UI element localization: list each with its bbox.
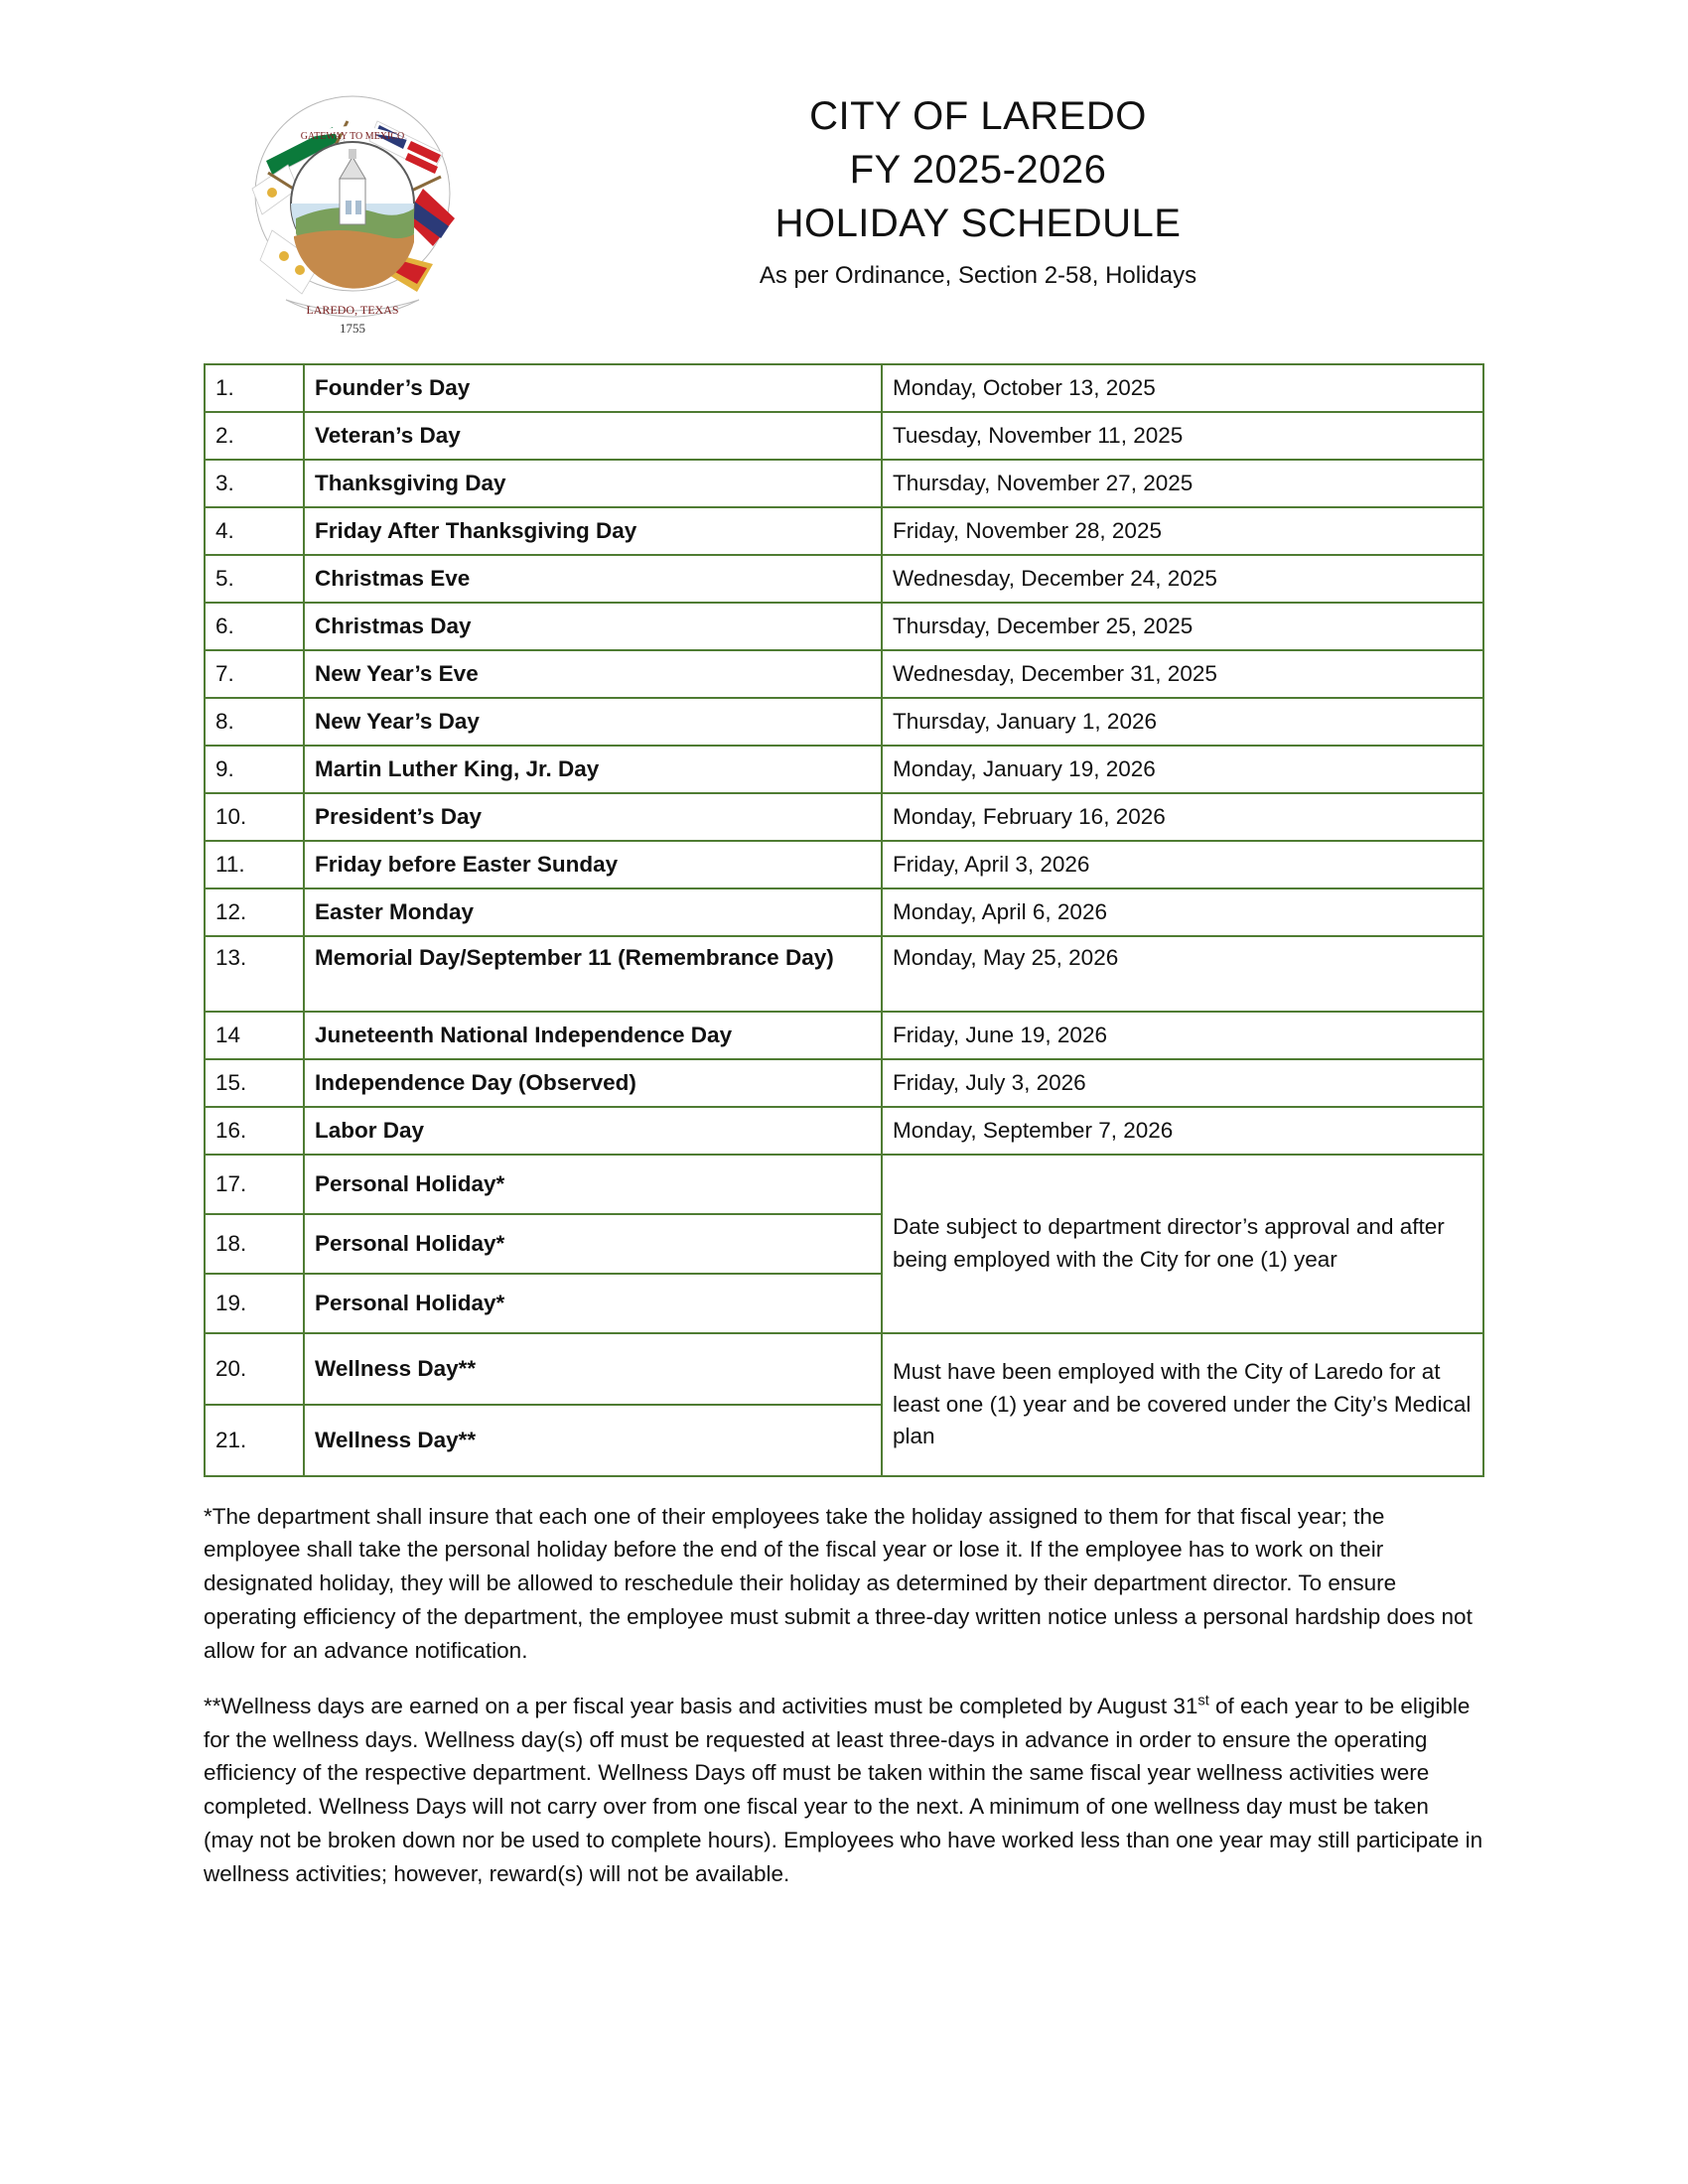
table-row [205,1155,1483,1214]
row-number: 3. [205,460,304,507]
table-row [205,793,1483,841]
row-number: 8. [205,698,304,746]
table-row [205,1012,1483,1059]
row-number: 4. [205,507,304,555]
holiday-date: Thursday, December 25, 2025 [882,603,1483,650]
wellness-day-footnote [204,1690,1484,1891]
holiday-date: Wednesday, December 24, 2025 [882,555,1483,603]
holiday-name: Wellness Day** [304,1405,882,1476]
holiday-name: Personal Holiday* [304,1274,882,1333]
table-row [205,746,1483,793]
row-number: 18. [205,1214,304,1274]
row-number: 1. [205,364,304,412]
holiday-name: New Year’s Day [304,698,882,746]
holiday-name: Christmas Eve [304,555,882,603]
table-row [205,698,1483,746]
personal-holiday-footnote: *The department shall insure that each one of their employees take the holiday assigned to them for that fiscal year; the employee shall take the personal holiday before the end of the fiscal year or lose it. If the employee has to work on their designated holiday, they will be allowed to reschedule their holiday as determined by their department director. To ensure operating efficiency of the department, the employee must submit a three-day written notice unless a personal hardship does not allow for an advance notification. [204,1503,1473,1663]
holiday-date: Friday, November 28, 2025 [882,507,1483,555]
row-number: 15. [205,1059,304,1107]
holiday-name: Wellness Day** [304,1333,882,1405]
holiday-date: Thursday, November 27, 2025 [882,460,1483,507]
city-seal-icon [228,69,477,338]
holiday-date: Monday, September 7, 2026 [882,1107,1483,1155]
row-number: 7. [205,650,304,698]
table-row [205,1333,1483,1405]
personal-holiday-note: Date subject to department director’s approval and after being employed with the City for one (1) year [882,1155,1483,1333]
page-title-line-3: HOLIDAY SCHEDULE [774,202,1182,245]
table-row [205,460,1483,507]
holiday-date: Friday, April 3, 2026 [882,841,1483,888]
row-number: 6. [205,603,304,650]
holiday-schedule-table [204,363,1484,1477]
svg-text:GATEWAY TO MEXICO: GATEWAY TO MEXICO [300,131,405,142]
svg-text:1755: 1755 [340,321,365,336]
wellness-footnote-part1: **Wellness days are earned on a per fiscal year basis and activities must be completed by August 31 [204,1693,1198,1718]
wellness-footnote-superscript: st [1197,1693,1209,1709]
holiday-name: Veteran’s Day [304,412,882,460]
row-number: 11. [205,841,304,888]
holiday-name: Thanksgiving Day [304,460,882,507]
holiday-date: Wednesday, December 31, 2025 [882,650,1483,698]
row-number: 17. [205,1155,304,1214]
row-number: 10. [205,793,304,841]
holiday-name: Founder’s Day [304,364,882,412]
holiday-date: Tuesday, November 11, 2025 [882,412,1483,460]
page-subtitle: As per Ordinance, Section 2-58, Holidays [759,262,1197,289]
holiday-name: Juneteenth National Independence Day [304,1012,882,1059]
table-row [205,841,1483,888]
row-number: 19. [205,1274,304,1333]
holiday-name: Friday before Easter Sunday [304,841,882,888]
holiday-name: President’s Day [304,793,882,841]
table-row [205,936,1483,1012]
holiday-name: Labor Day [304,1107,882,1155]
holiday-name: Personal Holiday* [304,1155,882,1214]
table-row [205,1107,1483,1155]
holiday-date: Thursday, January 1, 2026 [882,698,1483,746]
holiday-name: New Year’s Eve [304,650,882,698]
holiday-date: Monday, May 25, 2026 [882,936,1483,1012]
table-row [205,412,1483,460]
holiday-name: Independence Day (Observed) [304,1059,882,1107]
table-row [205,555,1483,603]
row-number: 2. [205,412,304,460]
document-header [149,60,1539,357]
holiday-name: Personal Holiday* [304,1214,882,1274]
row-number: 16. [205,1107,304,1155]
row-number: 5. [205,555,304,603]
table-row [205,888,1483,936]
table-row [205,603,1483,650]
holiday-date: Friday, June 19, 2026 [882,1012,1483,1059]
row-number: 21. [205,1405,304,1476]
holiday-name: Memorial Day/September 11 (Remembrance Day) [304,936,882,1012]
holiday-name: Friday After Thanksgiving Day [304,507,882,555]
wellness-footnote-part2: of each year to be eligible for the wellness days. Wellness day(s) off must be requested at least three-days in advance in order to ensure the operating efficiency of the respective department. Wellness Days off must be taken within the same fiscal year wellness activities were completed. Wellness Days will not carry over from one fiscal year to the next. A minimum of one wellness day must be taken (may not be broken down nor be used to complete hours). Employees who have worked less than one year may still participate in wellness activities; however, reward(s) will not be available. [204,1693,1483,1886]
holiday-date: Monday, January 19, 2026 [882,746,1483,793]
page-title-line-2: FY 2025-2026 [849,148,1107,192]
footnotes-section [204,1500,1484,1891]
table-row [205,650,1483,698]
holiday-date: Monday, April 6, 2026 [882,888,1483,936]
row-number: 9. [205,746,304,793]
row-number: 12. [205,888,304,936]
table-row [205,507,1483,555]
row-number: 13. [205,936,304,1012]
holiday-date: Monday, February 16, 2026 [882,793,1483,841]
holiday-name: Easter Monday [304,888,882,936]
svg-text:LAREDO, TEXAS: LAREDO, TEXAS [306,303,399,317]
page-title-line-1: CITY OF LAREDO [809,94,1147,138]
holiday-name: Christmas Day [304,603,882,650]
title-block [477,60,1539,290]
holiday-date: Monday, October 13, 2025 [882,364,1483,412]
holiday-name: Martin Luther King, Jr. Day [304,746,882,793]
wellness-day-note: Must have been employed with the City of Laredo for at least one (1) year and be covered under the City’s Medical plan [882,1333,1483,1476]
row-number: 14 [205,1012,304,1059]
row-number: 20. [205,1333,304,1405]
table-row [205,364,1483,412]
table-row [205,1059,1483,1107]
holiday-date: Friday, July 3, 2026 [882,1059,1483,1107]
